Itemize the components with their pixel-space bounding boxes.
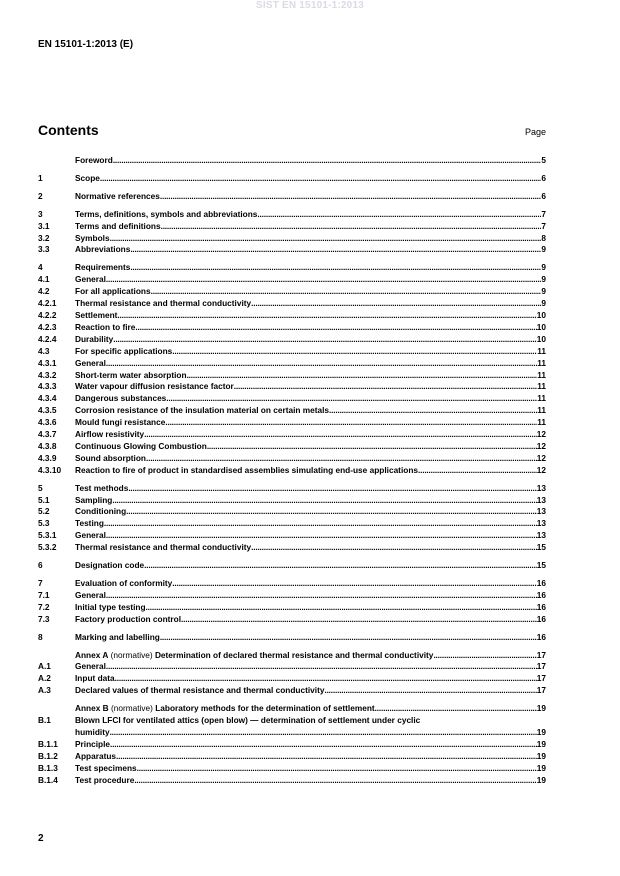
toc-entry[interactable] <box>38 602 546 614</box>
toc-entry-page: 10 <box>536 321 546 332</box>
toc-entry-title: Thermal resistance and thermal conductivity <box>75 298 252 309</box>
dot-leader <box>130 262 541 274</box>
toc-entry-page: 5 <box>541 155 546 165</box>
toc-entry[interactable] <box>38 310 546 322</box>
toc-entry-number: 2 <box>38 190 43 201</box>
toc-entry[interactable] <box>38 322 546 334</box>
dot-leader <box>110 233 542 245</box>
dot-leader <box>110 727 537 739</box>
toc-entry-title: Testing <box>75 518 104 529</box>
toc-entry-page: 8 <box>541 232 546 243</box>
toc-entry-number: 5.3.2 <box>38 542 57 553</box>
toc-entry[interactable] <box>38 244 546 256</box>
toc-entry-page: 13 <box>536 518 546 529</box>
toc-entry-page: 16 <box>536 578 546 588</box>
toc-entry-number: 4 <box>38 262 43 273</box>
toc-entry[interactable] <box>38 763 546 775</box>
toc-entry-page: 12 <box>536 429 546 440</box>
toc-entry[interactable] <box>38 381 546 393</box>
toc-group <box>38 560 546 572</box>
toc-entry[interactable] <box>38 173 546 185</box>
toc-entry-number: 4.2.2 <box>38 309 57 320</box>
toc-entry-page: 19 <box>536 762 546 773</box>
toc-entry-number: A.1 <box>38 661 51 672</box>
toc-group <box>38 483 546 554</box>
toc-entry-number: 4.3.4 <box>38 393 57 404</box>
toc-entry-number: 1 <box>38 172 43 183</box>
toc-entry-title: Test procedure <box>75 774 135 785</box>
dot-leader <box>165 417 537 429</box>
toc-entry-number: 8 <box>38 631 43 642</box>
dot-leader <box>251 298 541 310</box>
toc-entry-title: General <box>75 530 106 541</box>
toc-entry-page: 9 <box>541 274 546 285</box>
dot-leader <box>433 650 536 662</box>
dot-leader <box>113 155 542 167</box>
dot-leader <box>113 334 537 346</box>
dot-leader <box>135 322 536 334</box>
toc-entry-page: 16 <box>536 613 546 624</box>
toc-group <box>38 703 546 786</box>
toc-group <box>38 632 546 644</box>
toc-entry-page: 19 <box>536 750 546 761</box>
toc-entry-page: 19 <box>536 738 546 749</box>
toc-entry-number: 3.3 <box>38 244 50 255</box>
toc-entry[interactable] <box>38 346 546 358</box>
toc-entry-page: 9 <box>541 286 546 297</box>
toc-entry-title: Continuous Glowing Combustion <box>75 440 207 451</box>
toc-entry-number: 5.3.1 <box>38 530 57 541</box>
toc-entry-page: 9 <box>541 298 546 309</box>
dot-leader <box>106 274 541 286</box>
toc-entry[interactable] <box>38 518 546 530</box>
toc-entry[interactable] <box>38 429 546 441</box>
dot-leader <box>106 358 537 370</box>
toc-entry-page: 12 <box>536 452 546 463</box>
toc-entry-page: 6 <box>541 172 546 183</box>
dot-leader <box>418 465 537 477</box>
dot-leader <box>234 381 537 393</box>
toc-entry[interactable] <box>38 632 546 644</box>
toc-entry[interactable] <box>38 405 546 417</box>
toc-entry-title: Reaction to fire <box>75 321 136 332</box>
toc-entry-page: 17 <box>536 649 546 660</box>
toc-entry-title: Declared values of thermal resistance and thermal conductivity <box>75 685 325 696</box>
toc-entry[interactable] <box>38 590 546 602</box>
toc-entry[interactable] <box>38 495 546 507</box>
toc-entry-title: Sampling <box>75 494 113 505</box>
toc-entry-title: Durability <box>75 333 114 344</box>
toc-entry[interactable] <box>38 650 546 662</box>
dot-leader <box>151 286 542 298</box>
toc-entry-title: Airflow resistivity <box>75 429 145 440</box>
toc-entry-number: 4.3.6 <box>38 417 57 428</box>
toc-entry-number: 4.2 <box>38 286 50 297</box>
toc-entry-title: Annex B (normative) Laboratory methods for the determination of settlement <box>75 703 375 714</box>
dot-leader <box>115 673 537 685</box>
toc-entry-number: 5.1 <box>38 494 50 505</box>
toc-entry-number: 7 <box>38 578 43 588</box>
toc-entry-page: 16 <box>536 589 546 600</box>
toc-entry[interactable] <box>38 417 546 429</box>
toc-entry[interactable] <box>38 530 546 542</box>
dot-leader <box>106 661 537 673</box>
toc-entry-number: B.1.2 <box>38 750 58 761</box>
toc-entry-number: 3.1 <box>38 220 50 231</box>
toc-entry[interactable] <box>38 542 546 554</box>
toc-entry-title: Terms and definitions <box>75 220 161 231</box>
toc-entry-title: Reaction to fire of product in standardised assemblies simulating end-use applications <box>75 464 419 475</box>
toc-entry-number: A.3 <box>38 685 51 696</box>
dot-leader <box>117 310 536 322</box>
dot-leader <box>116 751 537 763</box>
toc-entry-number: 4.3.5 <box>38 405 57 416</box>
toc-entry[interactable] <box>38 298 546 310</box>
toc-entry[interactable] <box>38 685 546 697</box>
toc-entry[interactable] <box>38 209 546 221</box>
toc-entry-number: 6 <box>38 560 43 571</box>
toc-entry-page: 11 <box>537 405 546 416</box>
dot-leader <box>160 191 542 203</box>
toc-entry-page: 9 <box>541 262 546 273</box>
toc-entry[interactable] <box>38 775 546 787</box>
toc-entry-page: 17 <box>536 673 546 684</box>
toc-group <box>38 578 546 626</box>
dot-leader <box>104 518 537 530</box>
toc-entry-page: 16 <box>536 631 546 642</box>
table-of-contents <box>38 155 546 793</box>
toc-entry-title: Corrosion resistance of the insulation material on certain metals <box>75 405 330 416</box>
toc-entry[interactable] <box>38 441 546 453</box>
toc-entry-number: 3.2 <box>38 232 50 243</box>
dot-leader <box>187 370 538 382</box>
toc-entry-title: Water vapour diffusion resistance factor <box>75 381 234 392</box>
toc-entry[interactable] <box>38 233 546 245</box>
toc-entry-page: 6 <box>541 190 546 201</box>
toc-entry-number: 4.3.10 <box>38 464 62 475</box>
toc-entry-title: Foreword <box>75 155 113 165</box>
toc-entry-title: Symbols <box>75 232 110 243</box>
toc-group <box>38 173 546 185</box>
dot-leader <box>144 429 537 441</box>
toc-entry-number: 5.3 <box>38 518 50 529</box>
toc-entry-title: Sound absorption <box>75 452 146 463</box>
toc-entry-title: Input data <box>75 673 115 684</box>
toc-entry-title: Settlement <box>75 309 118 320</box>
toc-entry-number: 4.3.8 <box>38 440 57 451</box>
toc-entry-page: 10 <box>536 309 546 320</box>
toc-entry-page: 7 <box>541 208 546 219</box>
dot-leader <box>324 685 536 697</box>
toc-entry-title: Abbreviations <box>75 244 131 255</box>
toc-entry-number: 4.3 <box>38 345 50 356</box>
toc-entry-title: Blown LFCI for ventilated attics (open blow) — determination of settlement under cyclic <box>75 715 421 726</box>
dot-leader <box>112 495 536 507</box>
dot-leader <box>106 530 537 542</box>
toc-entry-title: Apparatus <box>75 750 117 761</box>
toc-entry-number: B.1.1 <box>38 738 58 749</box>
toc-entry-page: 19 <box>536 703 546 714</box>
toc-entry-number: 4.3.2 <box>38 369 57 380</box>
dot-leader <box>100 173 541 185</box>
toc-entry-page: 19 <box>536 726 546 737</box>
toc-entry-number: 4.3.9 <box>38 452 57 463</box>
toc-entry[interactable] <box>38 739 546 751</box>
toc-entry[interactable] <box>38 286 546 298</box>
toc-entry-number: 4.1 <box>38 274 50 285</box>
toc-entry-page: 15 <box>536 560 546 571</box>
toc-entry-number: 4.3.7 <box>38 429 57 440</box>
toc-entry-page: 12 <box>536 464 546 475</box>
toc-entry-page: 13 <box>536 530 546 541</box>
toc-entry[interactable] <box>38 703 546 715</box>
toc-group <box>38 155 546 167</box>
toc-entry[interactable] <box>38 393 546 405</box>
toc-entry[interactable] <box>38 155 546 167</box>
dot-leader <box>130 244 541 256</box>
toc-entry-title: Normative references <box>75 190 160 201</box>
toc-entry-title: Short-term water absorption <box>75 369 187 380</box>
toc-group <box>38 262 546 476</box>
watermark: SIST EN 15101-1:2013 <box>256 0 364 11</box>
toc-entry-title: General <box>75 589 106 600</box>
toc-entry[interactable] <box>38 715 546 727</box>
toc-entry-title: Designation code <box>75 560 145 571</box>
dot-leader <box>137 763 537 775</box>
dot-leader <box>375 703 537 715</box>
toc-entry-number: 4.2.3 <box>38 321 57 332</box>
toc-entry[interactable] <box>38 221 546 233</box>
toc-entry-title: Terms, definitions, symbols and abbreviations <box>75 208 258 219</box>
toc-entry-page: 7 <box>541 220 546 231</box>
toc-entry-title: Test specimens <box>75 762 137 773</box>
toc-entry-title: General <box>75 661 106 672</box>
toc-entry-title: For all applications <box>75 286 151 297</box>
dot-leader <box>128 483 536 495</box>
toc-entry[interactable] <box>38 262 546 274</box>
toc-entry-page: 19 <box>536 774 546 785</box>
toc-entry[interactable] <box>38 465 546 477</box>
toc-entry[interactable] <box>38 334 546 346</box>
dot-leader <box>160 632 537 644</box>
toc-entry-page: 11 <box>537 393 546 404</box>
toc-entry-number: B.1 <box>38 715 51 726</box>
toc-entry-number: B.1.3 <box>38 762 58 773</box>
dot-leader <box>181 614 537 626</box>
toc-entry-number: A.2 <box>38 673 51 684</box>
toc-entry[interactable] <box>38 483 546 495</box>
toc-entry-number: 4.2.1 <box>38 298 57 309</box>
toc-entry-number: 4.2.4 <box>38 333 57 344</box>
toc-entry-page: 15 <box>536 542 546 553</box>
toc-entry[interactable] <box>38 661 546 673</box>
toc-entry[interactable] <box>38 274 546 286</box>
toc-entry-number: 7.1 <box>38 589 50 600</box>
toc-entry-page: 13 <box>536 482 546 493</box>
toc-entry[interactable] <box>38 673 546 685</box>
toc-entry[interactable] <box>38 506 546 518</box>
toc-entry-page: 11 <box>537 369 546 380</box>
toc-entry[interactable] <box>38 358 546 370</box>
toc-entry-title: Initial type testing <box>75 601 146 612</box>
toc-group <box>38 650 546 698</box>
toc-entry-title: Evaluation of conformity <box>75 578 173 588</box>
toc-entry-title: Factory production control <box>75 613 182 624</box>
toc-entry-page: 11 <box>537 357 546 368</box>
toc-entry-page: 10 <box>536 333 546 344</box>
toc-entry-title: Mould fungi resistance <box>75 417 166 428</box>
toc-group <box>38 209 546 257</box>
toc-entry-page: 16 <box>536 601 546 612</box>
toc-entry-title: Requirements <box>75 262 131 273</box>
toc-entry[interactable] <box>38 370 546 382</box>
document-id: EN 15101-1:2013 (E) <box>38 39 134 50</box>
toc-entry-title: Dangerous substances <box>75 393 167 404</box>
toc-entry-page: 17 <box>536 685 546 696</box>
toc-entry-page: 11 <box>537 417 546 428</box>
toc-entry-title: Marking and labelling <box>75 631 160 642</box>
toc-entry-title: Principle <box>75 738 111 749</box>
dot-leader <box>172 346 537 358</box>
toc-entry-number: 5 <box>38 482 43 493</box>
toc-entry-title: Scope <box>75 172 100 183</box>
dot-leader <box>161 221 542 233</box>
toc-entry[interactable] <box>38 751 546 763</box>
dot-leader <box>166 393 537 405</box>
dot-leader <box>207 441 537 453</box>
toc-entry-page: 12 <box>536 440 546 451</box>
toc-entry-number: 4.3.1 <box>38 357 57 368</box>
toc-entry-title: Thermal resistance and thermal conductivity <box>75 542 252 553</box>
toc-entry-page: 17 <box>536 661 546 672</box>
toc-entry-number: 5.2 <box>38 506 50 517</box>
dot-leader <box>251 542 537 554</box>
toc-entry-page: 13 <box>536 494 546 505</box>
toc-entry-number: B.1.4 <box>38 774 58 785</box>
toc-entry-number: 3 <box>38 208 43 219</box>
dot-leader <box>146 602 537 614</box>
toc-entry[interactable] <box>38 560 546 572</box>
toc-entry-title: For specific applications <box>75 345 173 356</box>
toc-entry-title: Annex A (normative) Determination of declared thermal resistance and thermal conductivity <box>75 649 434 660</box>
toc-group <box>38 191 546 203</box>
toc-entry[interactable] <box>38 453 546 465</box>
dot-leader <box>106 590 537 602</box>
toc-entry-page: 11 <box>537 345 546 356</box>
page-title: Contents <box>38 122 99 138</box>
toc-entry[interactable] <box>38 191 546 203</box>
dot-leader <box>126 506 537 518</box>
toc-entry-title: General <box>75 357 106 368</box>
page-column-label: Page <box>524 127 546 137</box>
dot-leader <box>172 578 537 590</box>
toc-entry-number: 7.2 <box>38 601 50 612</box>
toc-entry-title: Conditioning <box>75 506 127 517</box>
dot-leader <box>110 739 537 751</box>
toc-entry-page: 9 <box>541 244 546 255</box>
toc-entry-number: 4.3.3 <box>38 381 57 392</box>
dot-leader <box>144 560 537 572</box>
toc-entry-title: General <box>75 274 106 285</box>
dot-leader <box>329 405 537 417</box>
toc-entry[interactable] <box>38 578 546 590</box>
toc-entry-page: 11 <box>537 381 546 392</box>
page-number: 2 <box>38 833 44 844</box>
toc-entry-page: 13 <box>536 506 546 517</box>
toc-entry[interactable] <box>38 614 546 626</box>
toc-entry-title-continuation: humidity <box>75 726 110 737</box>
dot-leader <box>134 775 536 787</box>
toc-entry-continuation[interactable] <box>38 727 546 739</box>
toc-entry-number: 7.3 <box>38 613 50 624</box>
dot-leader <box>146 453 537 465</box>
toc-entry-title: Test methods <box>75 482 129 493</box>
dot-leader <box>257 209 541 221</box>
